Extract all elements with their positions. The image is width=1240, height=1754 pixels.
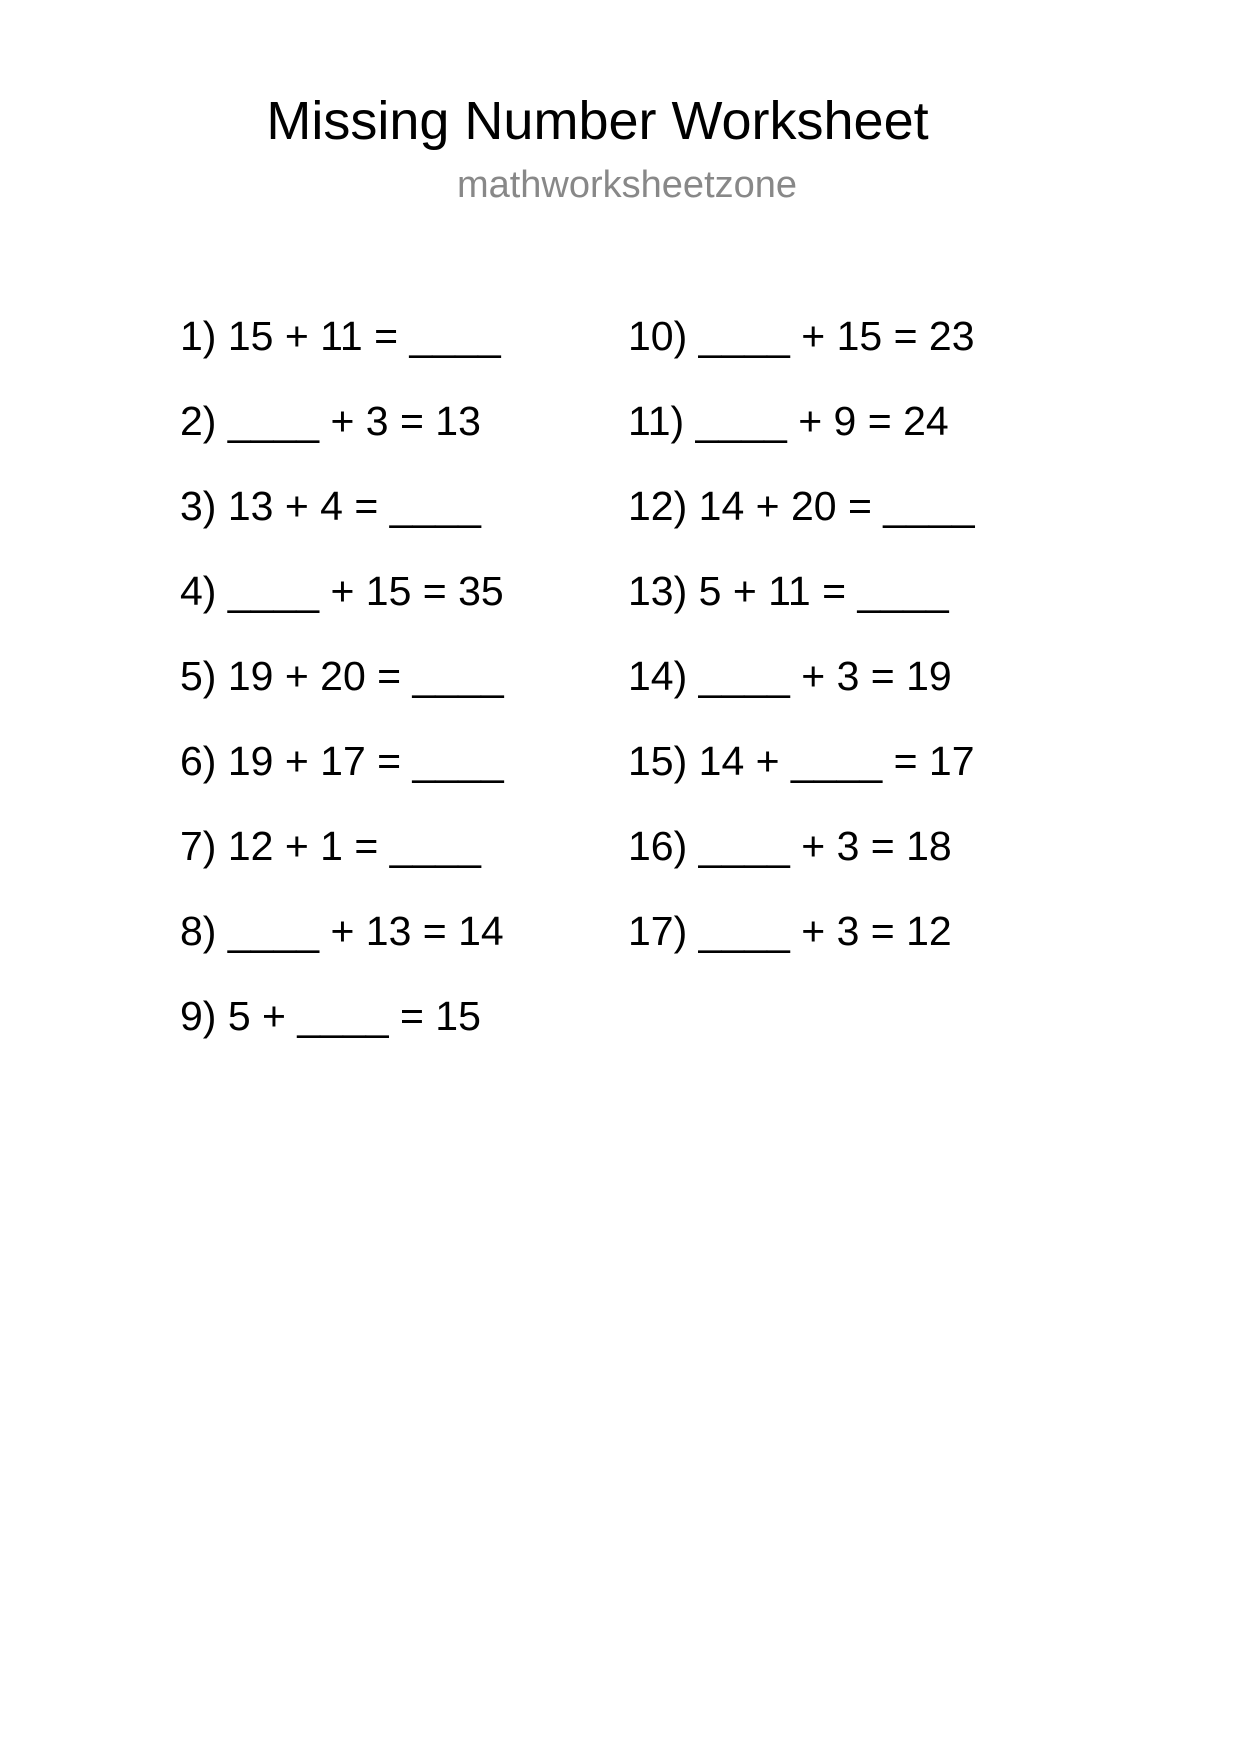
problem-8: 8) ____ + 13 = 14	[180, 908, 504, 954]
problem-9: 9) 5 + ____ = 15	[180, 993, 481, 1039]
problem-14: 14) ____ + 3 = 19	[628, 653, 952, 699]
problem-4: 4) ____ + 15 = 35	[180, 568, 504, 614]
problem-12: 12) 14 + 20 = ____	[628, 483, 975, 529]
worksheet-source: mathworksheetzone	[456, 164, 798, 206]
problem-2: 2) ____ + 3 = 13	[180, 398, 481, 444]
problem-7: 7) 12 + 1 = ____	[180, 823, 481, 869]
problem-13: 13) 5 + 11 = ____	[628, 568, 949, 614]
problem-6: 6) 19 + 17 = ____	[180, 738, 504, 784]
problem-1: 1) 15 + 11 = ____	[180, 313, 501, 359]
problem-16: 16) ____ + 3 = 18	[628, 823, 952, 869]
problem-3: 3) 13 + 4 = ____	[180, 483, 481, 529]
worksheet-title: Missing Number Worksheet	[266, 91, 929, 151]
problem-5: 5) 19 + 20 = ____	[180, 653, 504, 699]
problem-15: 15) 14 + ____ = 17	[628, 738, 975, 784]
problem-11: 11) ____ + 9 = 24	[628, 398, 949, 444]
problem-17: 17) ____ + 3 = 12	[628, 908, 952, 954]
problem-10: 10) ____ + 15 = 23	[628, 313, 975, 359]
